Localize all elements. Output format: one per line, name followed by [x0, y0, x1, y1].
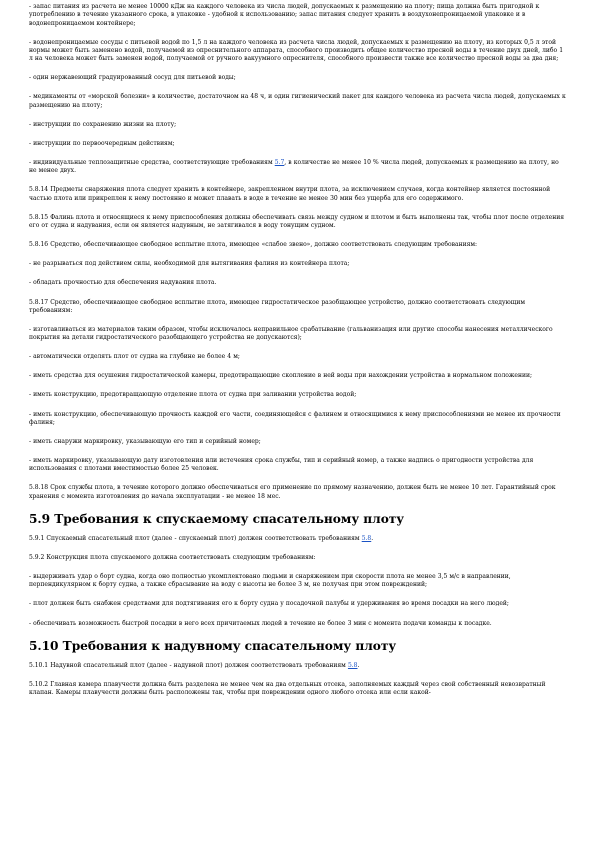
body-paragraph [29, 279, 566, 287]
paragraph-text: - обеспечивать возможность быстрой посадки в него всех причитаемых людей в течение не более 3 мин с момента подачи команды к посадке. [29, 619, 492, 627]
paragraph-text: - плот должен быть снабжен средствами для подтягивания его к борту судна у посадочной палубы и удерживания во время посадки на него людей; [29, 600, 509, 608]
paragraph-text: , в количестве не менее 10 % числа людей, допускаемых к размещению на плоту, но не менее двух. [29, 159, 559, 175]
body-paragraph [29, 121, 566, 129]
paragraph-text: - иметь конструкцию, предотвращающую отделение плота от судна при заливании устройства водой; [29, 391, 357, 399]
paragraph-text: 5.9.2 Конструкция плота спускаемого должна соответствовать следующим требованиям: [29, 553, 316, 561]
paragraph-text: - иметь маркировку, указывающую дату изготовления или истечения срока службы, тип и серийный номер, а также надпись о пригодности устройства для использования с плотами вместимостью более 25 человек. [29, 457, 534, 473]
body-paragraph [29, 438, 566, 446]
paragraph-text: 5.10 Требования к надувному спасательному плоту [29, 638, 397, 653]
paragraph-text: - выдерживать удар о борт судна, когда оно полностью укомплектовано людьми и снаряжением при скорости плота не менее 3,5 м/с в направлении, перпендикулярном к борту судна, а также сбрасывание на воду с высоты не более 3 м, не получая при этом повреждений; [29, 573, 511, 589]
paragraph-text: 5.8.14 Предметы снаряжения плота следует хранить в контейнере, закрепленном внутри плота, за исключением случаев, когда контейнер является постоянной частью плота или прикреплен к нему постоянно и может плавать в воде в течение не менее 30 мин без ущерба для его содержимого. [29, 186, 551, 202]
paragraph-text: - индивидуальные теплозащитные средства, соответствующие требованиям [29, 159, 275, 167]
body-paragraph [29, 39, 566, 64]
paragraph-text: 5.9.1 Спускаемый спасательный плот (далее - спускаемый плот) должен соответствовать требованиям [29, 534, 362, 542]
section-reference-link[interactable]: 5.8 [361, 534, 372, 542]
paragraph-text: - изготавливаться из материалов таким образом, чтобы исключалось неправильное срабатывание (гальванизация или другие способы нанесения металлического покрытия на детали гидростатического разобщающего устройства не допускаются); [29, 325, 553, 342]
body-paragraph [29, 457, 566, 474]
body-paragraph [29, 573, 566, 590]
body-paragraph [29, 620, 566, 628]
section-heading [29, 512, 566, 527]
body-paragraph [29, 554, 566, 562]
paragraph-text: - иметь снаружи маркировку, указывающую его тип и серийный номер; [29, 437, 261, 445]
body-paragraph [29, 600, 566, 608]
paragraph-text: 5.10.2 Главная камера плавучести должна быть разделена не менее чем на два отдельных отсека, заполняемых каждый через свой собственный невозвратный клапан. Камеры плавучести должны быть расположены так, чтобы при повреждении одного любого отсека или если какой- [29, 680, 546, 696]
paragraph-text: - обладать прочностью для обеспечения надувания плота. [29, 279, 217, 287]
paragraph-text: - инструкции по первоочередным действиям; [29, 139, 175, 147]
body-paragraph [29, 241, 566, 249]
section-heading [29, 639, 566, 654]
body-paragraph [29, 681, 566, 698]
section-reference-link[interactable]: 5.7 [274, 159, 285, 167]
body-paragraph [29, 299, 566, 316]
body-paragraph [29, 186, 566, 203]
section-reference-link[interactable]: 5.8 [347, 661, 358, 669]
body-paragraph [29, 372, 566, 380]
body-paragraph [29, 159, 566, 176]
body-paragraph [29, 93, 566, 110]
paragraph-text: . [357, 661, 360, 669]
paragraph-text: - не разрываться под действием силы, необходимой для вытягивания фалиня из контейнера плота; [29, 260, 350, 268]
paragraph-text: 5.10.1 Надувной спасательный плот (далее - надувной плот) должен соответствовать требованиям [29, 661, 348, 669]
paragraph-text: 5.8.17 Средство, обеспечивающее свободное всплытие плота, имеющее гидростатическое разобщающее устройство, должно соответствовать следующим требованиям: [29, 298, 526, 314]
paragraph-text: - медикаменты от «морской болезни» в количестве, достаточном на 48 ч, и один гигиенический пакет для каждого человека из расчета числа людей, допускаемых к размещению на плоту; [29, 93, 566, 109]
body-paragraph [29, 3, 566, 28]
body-paragraph [29, 484, 566, 501]
body-paragraph [29, 260, 566, 268]
paragraph-text: - иметь средства для осушения гидростатической камеры, предотвращающие скопление в ней воды при нахождении устройства в нормальном положении; [29, 372, 532, 380]
paragraph-text: . [371, 534, 374, 542]
paragraph-text: 5.8.16 Средство, обеспечивающее свободное всплытие плота, имеющее «слабое звено», должно соответствовать следующим требованиям: [29, 241, 478, 249]
body-paragraph [29, 326, 566, 343]
paragraph-text: - иметь конструкцию, обеспечивающую прочность каждой его части, соединяющейся с фалинем и относящимися к нему приспособлениями не менее их прочности фалиня; [29, 410, 561, 426]
paragraph-text: - запас питания из расчета не менее 10000 кДж на каждого человека из числа людей, допускаемых к размещению на плоту; пища должна быть пригодной к употреблению в течение указанного срока, в упаковке - удобной к использованию; запас питания следует хранить в воздухонепроницаемой упаковке и в водонепроницаемом контейнере; [29, 3, 540, 27]
body-paragraph [29, 391, 566, 399]
body-paragraph [29, 411, 566, 428]
paragraph-text: - водонепроницаемые сосуды с питьевой водой по 1,5 л на каждого человека из расчета числа людей, допускаемых к размещению на плоту, из которых 0,5 л этой нормы может быть заменено водой, получаемой из опреснительного аппарата, способного производить общее количество пресной воды в течение двух дней, либо 1 л на человека может быть заменен водой, получаемой от ручного вакуумного опреснителя, способного произвести также все количество пресной воды за два дня; [29, 38, 564, 63]
body-paragraph [29, 353, 566, 361]
paragraph-text: 5.8.18 Срок службы плота, в течение которого должно обеспечиваться его применение по прямому назначению, должен быть не менее 10 лет. Гарантийный срок хранения с момента изготовления до начала эксплуатации - не менее 18 мес. [29, 484, 556, 500]
body-paragraph [29, 74, 566, 82]
paragraph-text: 5.8.15 Фалинь плота и относящиеся к нему приспособления должны обеспечивать связь между судном и плотом и быть выполнены так, чтобы плот после отделения его от судна и надувания, если он является надувным, не затягивался в воду тонущим судном. [29, 213, 565, 230]
paragraph-text: - инструкции по сохранению жизни на плоту; [29, 120, 177, 128]
body-paragraph [29, 214, 566, 231]
body-paragraph [29, 662, 566, 670]
paragraph-text: 5.9 Требования к спускаемому спасательному плоту [29, 511, 405, 526]
paragraph-text: - автоматически отделять плот от судна на глубине не более 4 м; [29, 353, 240, 361]
body-paragraph [29, 140, 566, 148]
paragraph-text: - один нержавеющий градуированный сосуд для питьевой воды; [29, 74, 236, 82]
body-paragraph [29, 535, 566, 543]
